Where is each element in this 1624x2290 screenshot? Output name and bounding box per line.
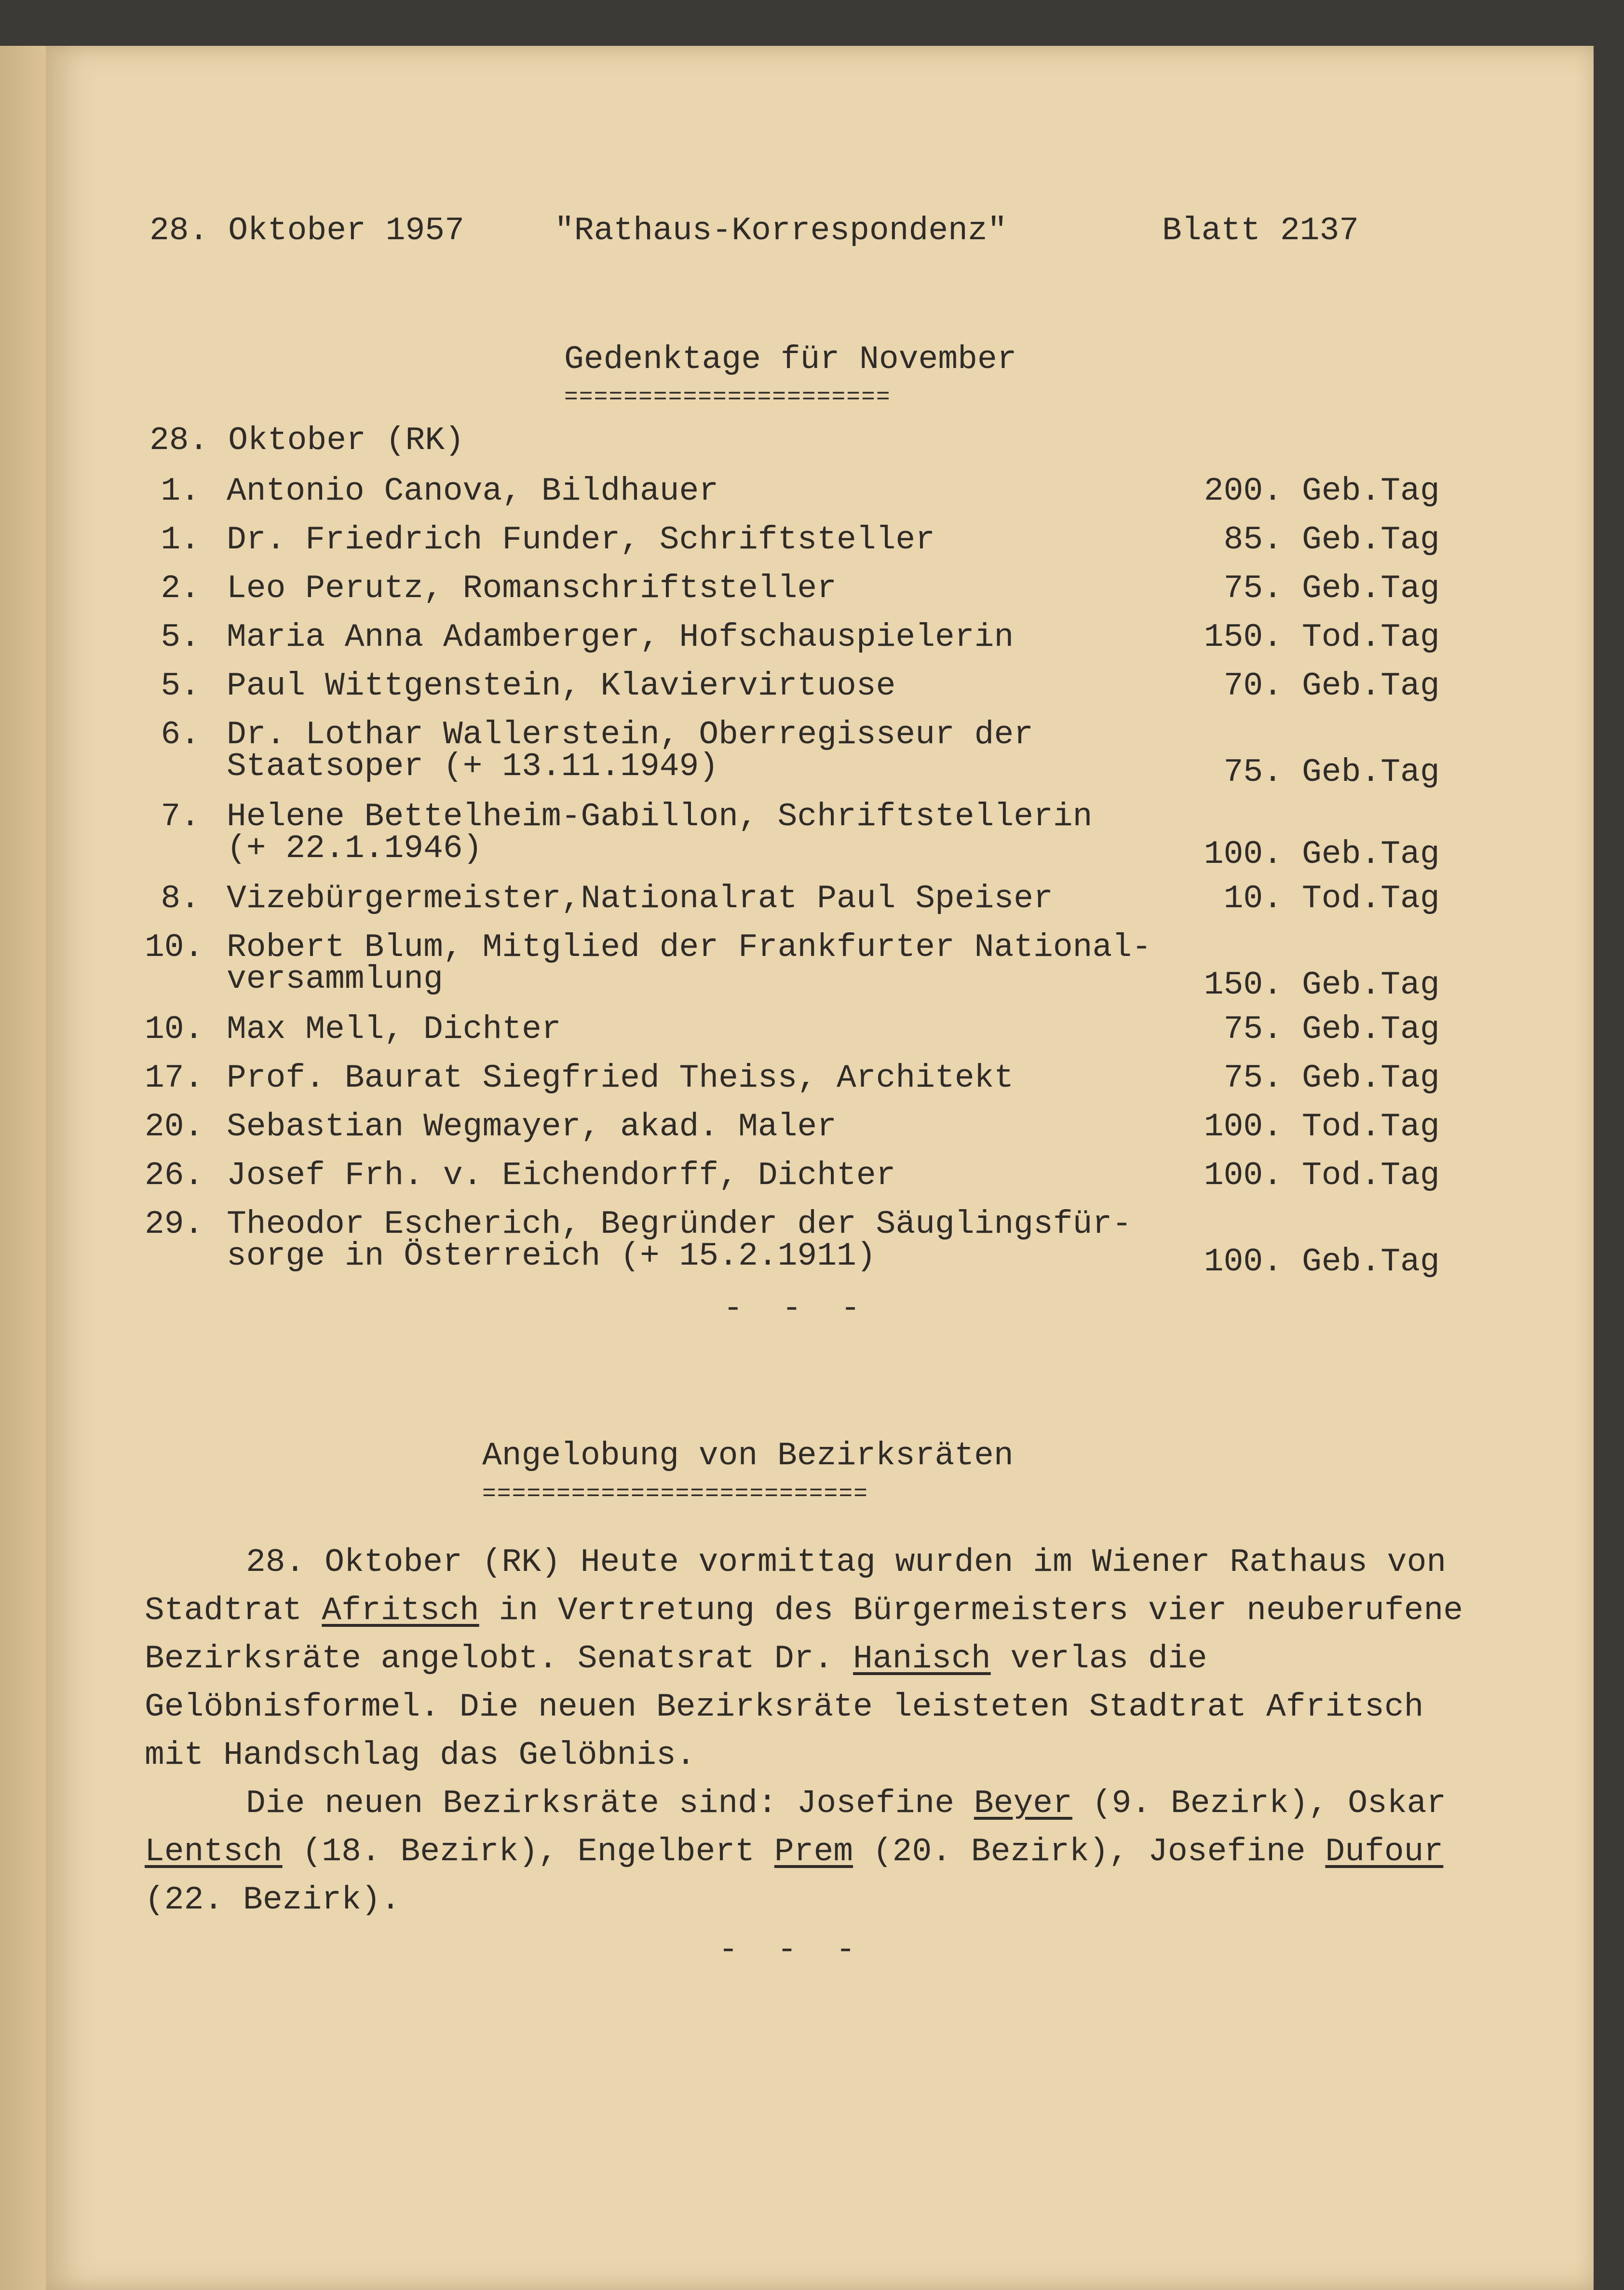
entry-anniversary-number: 70. [1223,668,1283,705]
page-spine [0,46,46,2290]
section-separator-end: - - - [718,1932,866,1969]
entry-anniversary-kind: Tod.Tag [1302,1157,1440,1194]
entry-text-line: Max Mell, Dichter [227,1011,561,1048]
entry-day: 17. [145,1060,204,1097]
entry-anniversary-kind: Geb.Tag [1302,473,1440,510]
angelobung-title-underline: ========================== [482,1481,868,1507]
name-dufour: Dufour [1325,1833,1444,1870]
entry-day: 5. [161,668,200,705]
entry-anniversary-number: 100. [1204,836,1283,873]
entry-text-line: Josef Frh. v. Eichendorff, Dichter [227,1157,896,1194]
name-beyer: Beyer [974,1785,1072,1822]
angelobung-paragraph-1: 28. Oktober (RK) Heute vormittag wurden im Wiener Rathaus von Stadtrat Afritsch in Vertretung des Bürgermeisters vier neuberufene Bezirksräte angelobt. Senatsrat Dr. Hanisch verlas die Gelöbnisformel. Die neuen Bezirksräte leisteten Stadtrat Afritsch mit Handschlag das Gelöbnis. [145,1544,1463,1774]
entry-day: 1. [161,473,200,510]
angelobung-paragraph-2: Die neuen Bezirksräte sind: Josefine Beyer (9. Bezirk), Oskar Lentsch (18. Bezirk), Engelbert Prem (20. Bezirk), Josefine Dufour (22. Bezirk). [145,1785,1447,1919]
entry-day: 29. [145,1206,204,1243]
entry-anniversary-number: 75. [1223,754,1283,791]
entry-text-line: Paul Wittgenstein, Klaviervirtuose [227,668,896,705]
entry-anniversary-kind: Geb.Tag [1302,668,1440,705]
entry-text-line: Theodor Escherich, Begründer der Säuglingsfür- [227,1206,1132,1243]
entry-anniversary-kind: Geb.Tag [1302,521,1440,559]
name-hanisch: Hanisch [853,1640,991,1677]
entry-anniversary-kind: Geb.Tag [1302,1011,1440,1048]
header-sheet-number: Blatt 2137 [1162,212,1359,249]
entry-anniversary-number: 100. [1204,1157,1283,1194]
entry-anniversary-kind: Tod.Tag [1302,880,1440,917]
entry-anniversary-kind: Tod.Tag [1302,1108,1440,1145]
entry-text-line: Sebastian Wegmayer, akad. Maler [227,1108,837,1145]
entry-text-line: Maria Anna Adamberger, Hofschauspielerin [227,619,1014,656]
entry-anniversary-number: 150. [1204,619,1283,656]
gedenktage-title-underline: ====================== [564,384,891,410]
entry-day: 6. [161,716,200,753]
entry-text-line: Staatsoper (+ 13.11.1949) [227,748,719,785]
name-lentsch: Lentsch [145,1833,283,1870]
entry-day: 8. [161,880,200,917]
entry-text-line: versammlung [227,961,443,998]
entry-anniversary-kind: Geb.Tag [1302,1243,1440,1281]
gedenktage-date-line: 28. Oktober (RK) [149,422,464,459]
entry-anniversary-number: 100. [1204,1243,1283,1281]
entry-anniversary-kind: Geb.Tag [1302,836,1440,873]
entry-text-line: Helene Bettelheim-Gabillon, Schriftstellerin [227,798,1093,835]
entry-day: 1. [161,521,200,559]
entry-day: 2. [161,570,200,607]
entry-text-line: Antonio Canova, Bildhauer [227,473,719,510]
header-publication: "Rathaus-Korrespondenz" [555,212,1007,249]
entry-day: 5. [161,619,200,656]
entry-anniversary-number: 10. [1223,880,1283,917]
entry-anniversary-kind: Geb.Tag [1302,967,1440,1004]
entry-anniversary-kind: Geb.Tag [1302,570,1440,607]
entry-anniversary-number: 75. [1223,1011,1283,1048]
entry-text-line: Vizebürgermeister,Nationalrat Paul Speiser [227,880,1053,917]
entry-anniversary-number: 100. [1204,1108,1283,1145]
entry-day: 20. [145,1108,204,1145]
section-separator: - - - [723,1290,870,1327]
entry-anniversary-number: 75. [1223,570,1283,607]
name-prem: Prem [774,1833,853,1870]
entry-anniversary-number: 150. [1204,967,1283,1004]
entry-text-line: Leo Perutz, Romanschriftsteller [227,570,837,607]
entry-text-line: Robert Blum, Mitglied der Frankfurter National- [227,929,1151,966]
gedenktage-title: Gedenktage für November [564,341,1017,378]
header-date: 28. Oktober 1957 [149,212,464,249]
entry-text-line: Prof. Baurat Siegfried Theiss, Architekt [227,1060,1014,1097]
entry-text-line: (+ 22.1.1946) [227,830,483,867]
entry-day: 26. [145,1157,204,1194]
entry-day: 10. [145,929,204,966]
entry-anniversary-number: 75. [1223,1060,1283,1097]
entry-text-line: sorge in Österreich (+ 15.2.1911) [227,1238,876,1275]
angelobung-title: Angelobung von Bezirksräten [482,1437,1014,1474]
entry-day: 7. [161,798,200,835]
entry-day: 10. [145,1011,204,1048]
entry-anniversary-kind: Tod.Tag [1302,619,1440,656]
entry-anniversary-number: 85. [1223,521,1283,559]
entry-anniversary-kind: Geb.Tag [1302,1060,1440,1097]
entry-text-line: Dr. Lothar Wallerstein, Oberregisseur der [227,716,1034,753]
entry-anniversary-kind: Geb.Tag [1302,754,1440,791]
entry-anniversary-number: 200. [1204,473,1283,510]
entry-text-line: Dr. Friedrich Funder, Schriftsteller [227,521,935,559]
name-afritsch: Afritsch [322,1592,479,1629]
